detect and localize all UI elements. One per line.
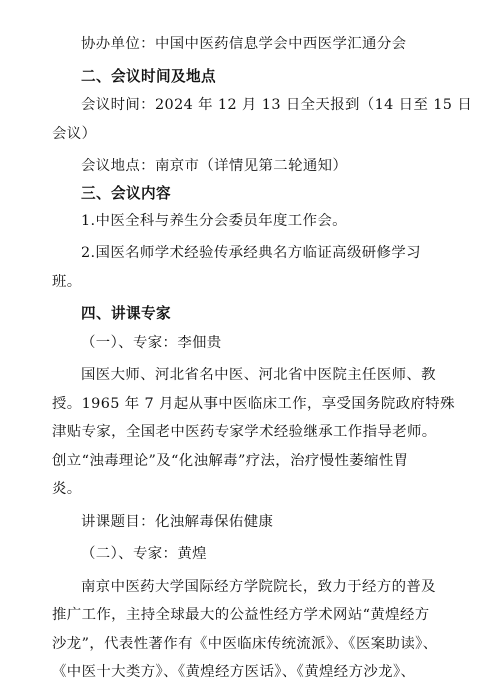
meeting-time-line-2: 会议） — [52, 125, 97, 142]
expert-1-title: （一）、专家：李佃贵 — [81, 334, 222, 351]
expert-1-bio-line: 炎。 — [52, 481, 82, 497]
meeting-place-line: 会议地点：南京市（详情见第二轮通知） — [81, 158, 348, 174]
content-item-1: 1.中医全科与养生分会委员年度工作会。 — [81, 212, 347, 229]
expert-1-bio-line: 津贴专家，全国老中医药专家学术经验继承工作指导老师。 — [52, 424, 437, 440]
expert-2-bio-line: 沙龙”，代表性著作有《中医临床传统流派》、《医案助读》、 — [52, 635, 438, 652]
section-heading-time-place: 二、会议时间及地点 — [81, 67, 216, 85]
expert-1-topic: 讲课题目：化浊解毒保佑健康 — [81, 513, 274, 530]
expert-2-bio-line: 《中医十大类方》、《黄煌经方医话》、《黄煌经方沙龙》、 — [52, 664, 416, 680]
section-heading-content: 三、会议内容 — [81, 184, 171, 202]
expert-1-bio-line: 国医大师、河北省名中医、河北省中医院主任医师、教 — [81, 367, 436, 383]
content-item-2-line-1: 2.国医名师学术经验传承经典名方临证高级研修学习 — [81, 245, 421, 261]
section-heading-experts: 四、讲课专家 — [81, 305, 171, 322]
expert-2-title: （二）、专家：黄煌 — [81, 546, 207, 562]
expert-1-bio-line: 创立“浊毒理论”及“化浊解毒”疗法，治疗慢性萎缩性胃 — [52, 452, 409, 469]
content-item-2-line-2: 班。 — [52, 273, 82, 290]
meeting-time-line-1: 会议时间：2024 年 12 月 13 日全天报到（14 日至 15 日 — [81, 97, 473, 113]
expert-2-bio-line: 南京中医药大学国际经方学院院长，致力于经方的普及 — [81, 578, 436, 595]
expert-1-bio-line: 授。1965 年 7 月起从事中医临床工作，享受国务院政府特殊 — [52, 395, 455, 412]
expert-2-bio-line: 推广工作，主持全球最大的公益性经方学术网站“黄煌经方 — [52, 607, 430, 623]
organizer-line: 协办单位：中国中医药信息学会中西医学汇通分会 — [81, 36, 407, 52]
